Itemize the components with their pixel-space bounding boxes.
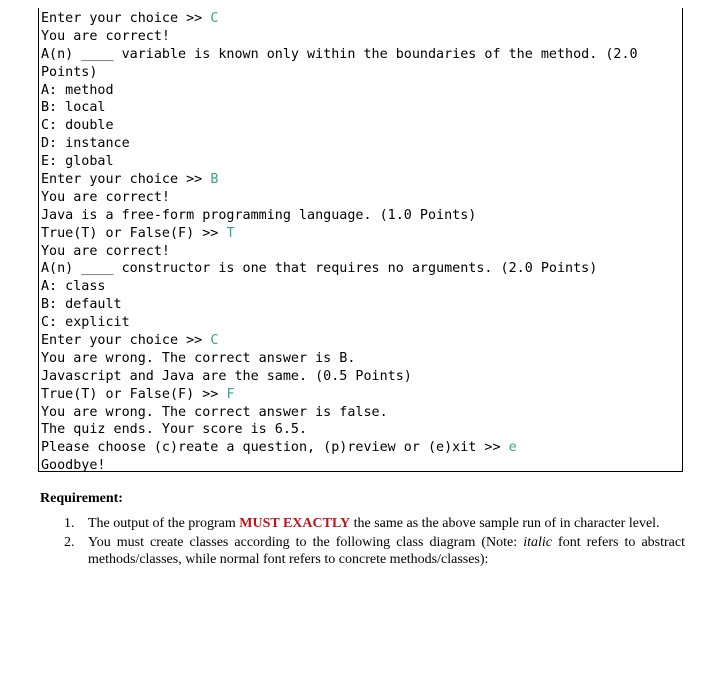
console-line	[41, 278, 680, 296]
console-line-text: You are wrong. The correct answer is false.	[41, 404, 388, 420]
console-line-text: You are correct!	[41, 189, 170, 205]
console-line-text: C: explicit	[41, 315, 130, 331]
console-line-text: Enter your choice >>	[41, 333, 211, 349]
italic-text: italic	[523, 534, 552, 550]
requirement-item-2	[40, 534, 685, 569]
console-line	[41, 439, 680, 457]
console-line	[41, 332, 680, 350]
user-input: T	[226, 225, 235, 241]
requirement-text: You must create classes according to the following class diagram (Note:	[88, 534, 524, 550]
console-line	[41, 386, 680, 404]
requirement-heading: Requirement:	[40, 491, 123, 506]
console-line	[41, 421, 680, 439]
requirement-number: 1.	[64, 516, 75, 531]
console-line	[41, 189, 680, 207]
console-line	[41, 153, 680, 171]
emphasis-text: MUST EXACTLY	[239, 516, 351, 531]
console-line	[41, 314, 680, 332]
console-line	[41, 296, 680, 314]
console-line	[41, 135, 680, 153]
console-line	[41, 243, 680, 261]
console-line	[41, 10, 680, 28]
console-line	[41, 260, 680, 278]
requirement-number: 2.	[64, 534, 75, 550]
console-line-text: C: double	[41, 118, 114, 134]
console-line	[41, 368, 680, 386]
console-line-text: Points)	[41, 64, 98, 80]
requirement-item-1	[40, 515, 685, 533]
console-output	[38, 8, 683, 472]
console-line	[41, 171, 680, 189]
user-input: e	[508, 440, 517, 456]
console-line	[41, 82, 680, 100]
console-line-text: Enter your choice >>	[41, 172, 211, 188]
console-line-text: Java is a free-form programming language. (1.0 Points)	[41, 207, 477, 223]
console-line-text: A(n) ____ constructor is one that requires no arguments. (2.0 Points)	[41, 261, 598, 277]
user-input: F	[226, 386, 235, 402]
console-line-text: A(n) ____ variable is known only within the boundaries of the method. (2.0	[41, 46, 638, 62]
console-line-text: B: local	[41, 100, 106, 116]
console-line	[41, 457, 680, 475]
console-line	[41, 46, 680, 64]
requirement-text: the same as the above sample run of in character level.	[350, 516, 660, 531]
console-line	[41, 404, 680, 422]
console-line	[41, 99, 680, 117]
console-line-text: True(T) or False(F) >>	[41, 225, 227, 241]
user-input: C	[210, 333, 219, 349]
console-line	[41, 207, 680, 225]
console-line-text: Enter your choice >>	[41, 11, 211, 26]
console-line	[41, 117, 680, 135]
console-line-text: Javascript and Java are the same. (0.5 Points)	[41, 368, 412, 384]
console-line-text: You are correct!	[41, 28, 170, 44]
requirement-list	[40, 515, 685, 569]
console-line-text: A: method	[41, 82, 114, 98]
console-lines	[41, 10, 680, 475]
console-line-text: The quiz ends. Your score is 6.5.	[41, 422, 308, 438]
console-line-text: B: default	[41, 297, 122, 313]
user-input: C	[210, 11, 219, 26]
console-line-text: True(T) or False(F) >>	[41, 386, 227, 402]
console-line-text: E: global	[41, 154, 114, 170]
console-line	[41, 28, 680, 46]
console-line-text: A: class	[41, 279, 106, 295]
requirement-section	[40, 489, 685, 570]
console-line	[41, 64, 680, 82]
console-line-text: You are wrong. The correct answer is B.	[41, 350, 356, 366]
console-line-text: Goodbye!	[41, 458, 106, 474]
console-line	[41, 225, 680, 243]
requirement-text: font refers to abstract methods/classes, while normal font refers to concrete methods/classes):	[88, 534, 685, 567]
console-line	[41, 350, 680, 368]
user-input: B	[210, 172, 219, 188]
requirement-text: The output of the program	[88, 516, 240, 531]
console-line-text: Please choose (c)reate a question, (p)review or (e)xit >>	[41, 440, 509, 456]
console-line-text: You are correct!	[41, 243, 170, 259]
console-line-text: D: instance	[41, 136, 130, 152]
